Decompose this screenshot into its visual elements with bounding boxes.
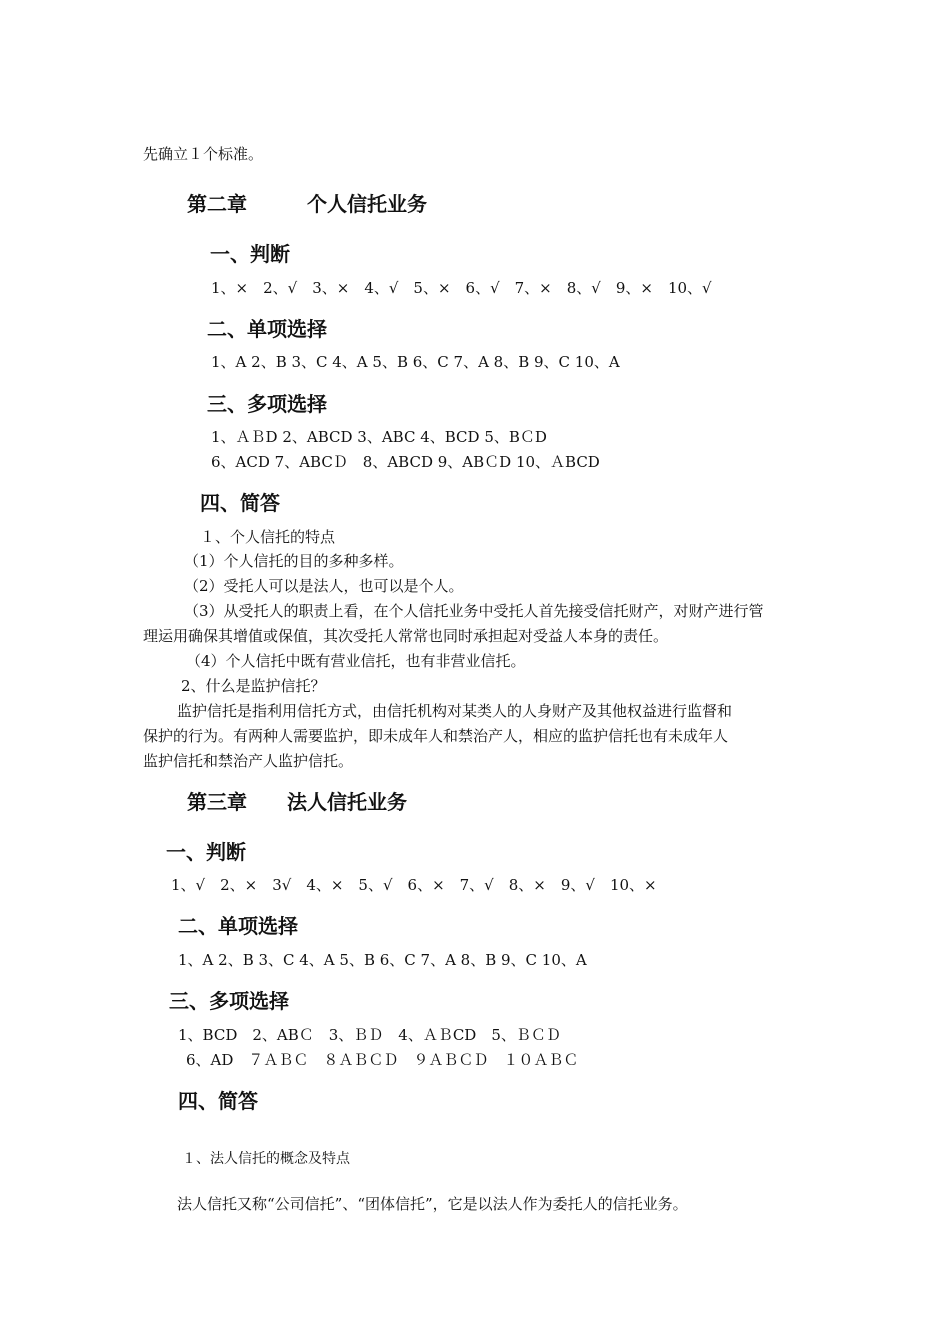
chapter3-essay-heading: 四、简答 <box>178 1089 258 1113</box>
chapter2-single-answers: 1、A 2、B 3、C 4、A 5、B 6、C 7、A 8、B 9、C 10、A <box>211 353 620 371</box>
chapter2-judge-heading: 一、判断 <box>210 242 290 266</box>
chapter2-p3-line1: （3）从受托人的职责上看，在个人信托业务中受托人首先接受信托财产，对财产进行管 <box>184 602 764 620</box>
chapter2-q2-title: 2、什么是监护信托？ <box>181 677 326 695</box>
chapter2-p1: （1）个人信托的目的多种多样。 <box>184 552 404 570</box>
chapter3-single-heading: 二、单项选择 <box>178 914 298 938</box>
chapter2-essay-heading: 四、简答 <box>200 491 280 515</box>
chapter2-q1-title: １、个人信托的特点 <box>200 528 336 546</box>
chapter3-title: 第三章 法人信托业务 <box>187 790 407 814</box>
chapter2-p3-line2: 理运用确保其增值或保值，其次受托人常常也同时承担起对受益人本身的责任。 <box>143 627 669 645</box>
chapter3-multi-line2: 6、AD ７ＡＢＣ ８ＡＢＣＤ ９ＡＢＣＤ １０ＡＢＣ <box>186 1051 579 1069</box>
chapter3-q1-title: １、法人信托的概念及特点 <box>182 1151 350 1167</box>
chapter2-a2-line1: 监护信托是指利用信托方式，由信托机构对某类人的人身财产及其他权益进行监督和 <box>177 702 733 720</box>
intro-line: 先确立１个标准。 <box>143 145 264 163</box>
chapter2-p4: （4）个人信托中既有营业信托，也有非营业信托。 <box>186 652 526 670</box>
chapter2-single-heading: 二、单项选择 <box>207 317 327 341</box>
chapter2-multi-line2: 6、ACD 7、ABCＤ 8、ABCD 9、ABＣD 10、ＡBCD <box>211 453 600 471</box>
chapter2-judge-answers: 1、× 2、√ 3、× 4、√ 5、× 6、√ 7、× 8、√ 9、× 10、√ <box>211 279 712 297</box>
chapter2-p2: （2）受托人可以是法人，也可以是个人。 <box>184 577 464 595</box>
chapter2-title: 第二章 个人信托业务 <box>187 192 427 216</box>
chapter3-judge-answers: 1、√ 2、× 3√ 4、× 5、√ 6、× 7、√ 8、× 9、√ 10、× <box>171 876 657 894</box>
chapter3-multi-line1: 1、BCD 2、ABＣ 3、ＢＤ 4、ＡＢCD 5、ＢＣＤ <box>178 1026 561 1044</box>
chapter3-single-answers: 1、A 2、B 3、C 4、A 5、B 6、C 7、A 8、B 9、C 10、A <box>178 951 587 969</box>
chapter3-multi-heading: 三、多项选择 <box>169 989 289 1013</box>
chapter2-a2-line2: 保护的行为。有两种人需要监护，即未成年人和禁治产人，相应的监护信托也有未成年人 <box>143 727 729 745</box>
chapter2-multi-line1: 1、ＡＢD 2、ABCD 3、ABC 4、BCD 5、BＣD <box>211 428 547 446</box>
chapter3-judge-heading: 一、判断 <box>166 840 246 864</box>
chapter2-a2-line3: 监护信托和禁治产人监护信托。 <box>143 752 354 770</box>
chapter3-a1-line1: 法人信托又称“公司信托”、“团体信托”，它是以法人作为委托人的信托业务。 <box>177 1195 688 1213</box>
chapter2-multi-heading: 三、多项选择 <box>207 392 327 416</box>
